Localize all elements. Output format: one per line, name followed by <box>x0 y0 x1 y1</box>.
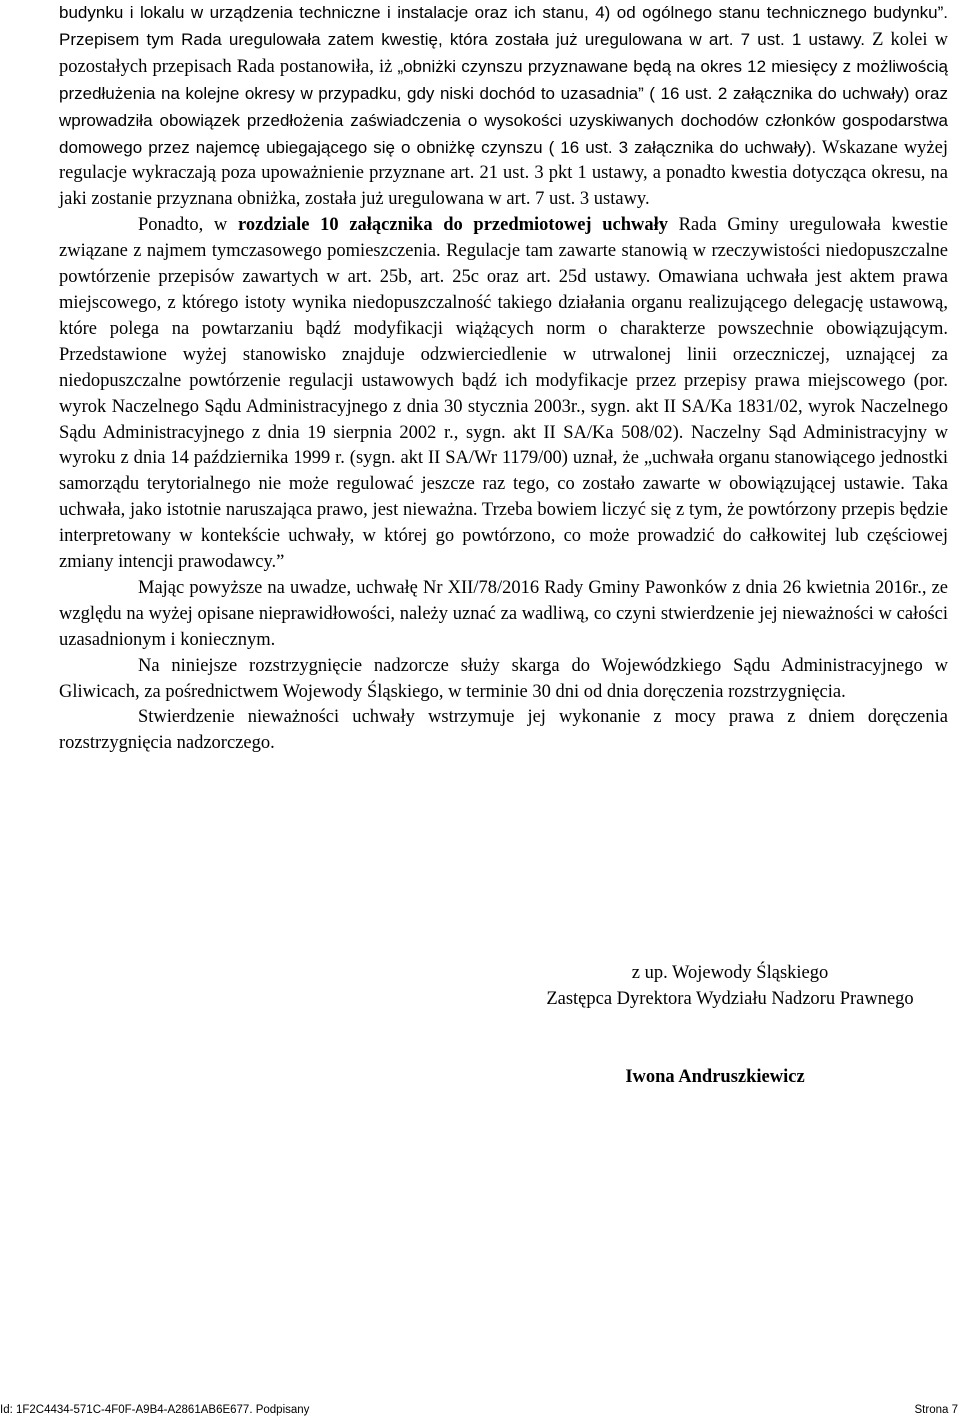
paragraph-1-segment-2: Z kolei w pozostałych przepisach Rada postanowiła, iż <box>59 29 948 77</box>
document-body <box>59 0 948 757</box>
paragraph-2 <box>59 213 948 576</box>
paragraphs <box>59 0 948 757</box>
signature-authority: z up. Wojewody Śląskiego <box>631 963 829 983</box>
paragraph-2-segment-2: rozdziale 10 załącznika do przedmiotowej uchwały <box>237 215 669 236</box>
signature-name-block <box>425 1065 960 1091</box>
signature-name: Iwona Andruszkiewicz <box>625 1067 805 1087</box>
paragraph-3 <box>59 576 948 654</box>
paragraph-1-segment-4: Wskazane wyżej regulacje wykraczają poza upoważnienie przyznane art. 21 ust. 3 pkt 1 ustawy, a ponadto kwestia dotycząca okresu, na jaki zostanie przyznana obniżka, została już uregulowana w art. 7 ust. 3 ustawy. <box>59 137 948 210</box>
paragraph-1 <box>59 0 948 213</box>
document-id: Id: 1F2C4434-571C-4F0F-A9B4-A2861AB6E677. Podpisany <box>0 1404 310 1416</box>
page-number: Strona 7 <box>914 1404 958 1416</box>
paragraph-5 <box>59 705 948 757</box>
paragraph-2-segment-1: Ponadto, w <box>138 215 238 236</box>
paragraph-1-segment-1: budynku i lokalu w urządzenia techniczne i instalacje oraz ich stanu, 4) od ogólnego stanu technicznego budynku”. Przepisem tym Rada uregulowała zatem kwestię, która została już uregulowana w art. 7 ust. 1 ustawy. <box>59 3 948 49</box>
paragraph-3-segment-1: Mając powyższe na uwadze, uchwałę Nr XII/78/2016 Rady Gminy Pawonków z dnia 26 kwietnia 2016r., ze względu na wyżej opisane nieprawidłowości, należy uznać za wadliwą, co czyni stwierdzenie jej nieważności w całości uzasadnionym i koniecznym. <box>59 577 948 650</box>
paragraph-4-segment-1: Na niniejsze rozstrzygnięcie nadzorcze służy skarga do Wojewódzkiego Sądu Administracyjnego w Gliwicach, za pośrednictwem Wojewody Śląskiego, w terminie 30 dni od dnia doręczenia rozstrzygnięcia. <box>59 655 948 702</box>
signature-title: Zastępca Dyrektora Wydziału Nadzoru Prawnego <box>546 988 914 1009</box>
paragraph-5-segment-1: Stwierdzenie nieważności uchwały wstrzymuje jej wykonanie z mocy prawa z dniem doręczenia rozstrzygnięcia nadzorczego. <box>59 707 948 754</box>
paragraph-4 <box>59 654 948 706</box>
paragraph-2-segment-3: Rada Gminy uregulowała kwestie związane z najmem tymczasowego pomieszczenia. Regulacje tam zawarte stanowią w rzeczywistości niedopuszczalne powtórzenie przepisów zawartych w art. 25b, art. 25c oraz art. 25d ustawy. Omawiana uchwała jest aktem prawa miejscowego, z którego istoty wynika niedopuszczalność takiego działania organu realizującego delegację ustawową, które polega na powtarzaniu bądź modyfikacji wiążących norm o charakterze powszechnie obowiązującym. Przedstawione wyżej stanowisko znajduje odzwierciedlenie w utrwalonej linii orzeczniczej, uznającej za niedopuszczalne powtórzenie regulacji ustawowych bądź ich modyfikacje przez przepisy prawa miejscowego (por. wyrok Naczelnego Sądu Administracyjnego z dnia 30 stycznia 2003r., sygn. akt II SA/Ka 1831/02, wyrok Naczelnego Sądu Administracyjnego z dnia 19 sierpnia 2002 r., sygn. akt II SA/Ka 508/02). Naczelny Sąd Administracyjny w wyroku z dnia 14 października 1999 r. (sygn. akt II SA/Wr 1179/00) uznał, że „uchwała organu stanowiącego jednostki samorządu terytorialnego nie może regulować jeszcze raz tego, co zostało zawarte w obowiązującej ustawie. Taka uchwała, jako istotnie naruszająca prawo, jest nieważna. Trzeba bowiem liczyć się z tym, że powtórzony przepis będzie interpretowany w kontekście uchwały, w której go powtórzono, co może prowadzić do całkowitej lub częściowej zmiany intencji prawodawcy.” <box>59 215 948 573</box>
signature-block <box>440 961 960 1013</box>
page-footer <box>0 1404 960 1421</box>
paragraph-1-segment-3: „obniżki czynszu przyznawane będą na okres 12 miesięcy z możliwością przedłużenia na kolejne okresy w przypadku, gdy niski dochód to uzasadnia” ( 16 ust. 2 załącznika do uchwały) oraz wprowadziła obowiązek przedłożenia zaświadczenia o wysokości uzyskiwanych dochodów członków gospodarstwa domowego przez najemcę ubiegającego się o obniżkę czynszu ( 16 ust. 3 załącznika do uchwały). <box>59 56 948 157</box>
